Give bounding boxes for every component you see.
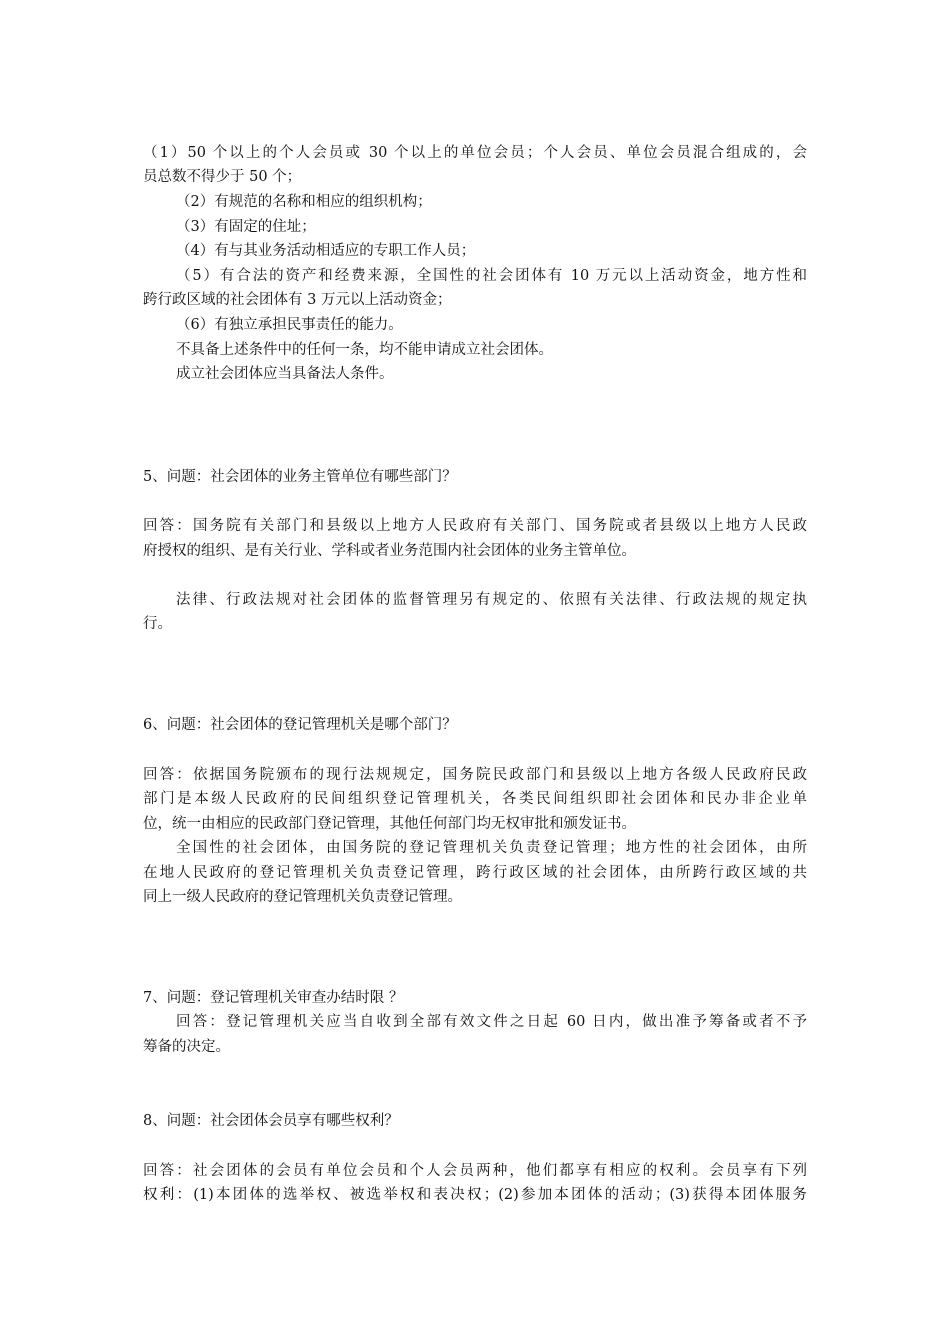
text-line: （6）有独立承担民事责任的能力。: [176, 317, 403, 333]
text-line: （3）有固定的住址；: [176, 219, 316, 235]
text-line: 全国性的社会团体，由国务院的登记管理机关负责登记管理；地方性的社会团体，由所: [176, 840, 807, 856]
text-line: 员总数不得少于 50 个；: [143, 169, 302, 185]
question-heading: 5、问题：社会团体的业务主管单位有哪些部门？: [143, 469, 457, 485]
text-line: 成立社会团体应当具备法人条件。: [176, 366, 394, 382]
text-line: 部门是本级人民政府的民间组织登记管理机关，各类民间组织即社会团体和民办非企业单: [143, 791, 807, 807]
text-line: 同上一级人民政府的登记管理机关负责登记管理。: [143, 889, 462, 905]
text-line: 府授权的组织、是有关行业、学科或者业务范围内社会团体的业务主管单位。: [143, 543, 636, 559]
text-line: 位，统一由相应的民政部门登记管理，其他任何部门均无权审批和颁发证书。: [143, 816, 636, 832]
text-line: （2）有规范的名称和相应的组织机构；: [176, 194, 432, 210]
text-line: 回答：登记管理机关应当自收到全部有效文件之日起 60 日内，做出准予筹备或者不予: [176, 1014, 807, 1030]
question-heading: 8、问题：社会团体会员享有哪些权利？: [143, 1113, 399, 1129]
text-line: 权利：(1)本团体的选举权、被选举权和表决权；(2)参加本团体的活动；(3)获得本团体服务: [143, 1187, 807, 1203]
question-heading: 6、问题：社会团体的登记管理机关是哪个部门？: [143, 717, 457, 733]
text-line: （1）50 个以上的个人会员或 30 个以上的单位会员；个人会员、单位会员混合组成的，会: [143, 145, 807, 161]
text-line: 跨行政区域的社会团体有 3 万元以上活动资金；: [143, 292, 452, 308]
text-line: 回答：依据国务院颁布的现行法规规定，国务院民政部门和县级以上地方各级人民政府民政: [143, 767, 807, 783]
text-line: （5）有合法的资产和经费来源，全国性的社会团体有 10 万元以上活动资金，地方性和: [176, 268, 807, 284]
question-heading: 7、问题：登记管理机关审查办结时限 ？: [143, 990, 404, 1006]
text-line: 回答：国务院有关部门和县级以上地方人民政府有关部门、国务院或者县级以上地方人民政: [143, 518, 807, 534]
text-line: 回答：社会团体的会员有单位会员和个人会员两种，他们都享有相应的权利。会员享有下列: [143, 1163, 807, 1179]
text-line: （4）有与其业务活动相适应的专职工作人员；: [176, 243, 476, 259]
text-line: 不具备上述条件中的任何一条，均不能申请成立社会团体。: [176, 342, 553, 358]
text-line: 筹备的决定。: [143, 1039, 230, 1055]
text-line: 行。: [143, 616, 172, 632]
text-line: 法律、行政法规对社会团体的监督管理另有规定的、依照有关法律、行政法规的规定执: [176, 592, 807, 608]
text-line: 在地人民政府的登记管理机关负责登记管理，跨行政区域的社会团体，由所跨行政区域的共: [143, 865, 807, 881]
